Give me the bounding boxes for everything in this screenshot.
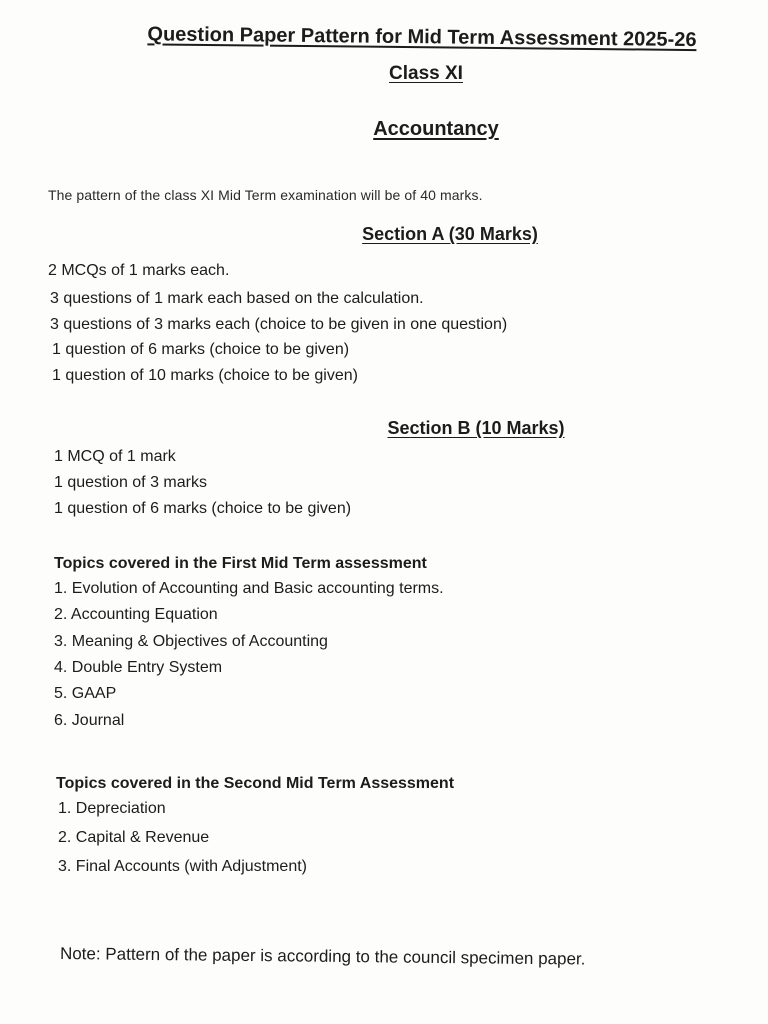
second-mid-term-topic: 3. Final Accounts (with Adjustment) <box>58 858 307 875</box>
first-mid-term-topic: 4. Double Entry System <box>54 659 223 676</box>
second-mid-term-heading: Topics covered in the Second Mid Term Assessment <box>56 775 455 792</box>
intro-text: The pattern of the class XI Mid Term examination will be of 40 marks. <box>48 187 483 203</box>
section-b-item: 1 question of 3 marks <box>54 474 207 491</box>
first-mid-term-topic: 2. Accounting Equation <box>54 606 218 623</box>
first-mid-term-topic: 6. Journal <box>54 712 125 729</box>
subject-heading: Accountancy <box>373 118 499 140</box>
section-a-item: 1 question of 10 marks (choice to be given) <box>52 367 358 384</box>
section-b-heading: Section B (10 Marks) <box>387 418 565 438</box>
second-mid-term-topic: 2. Capital & Revenue <box>58 829 210 846</box>
section-a-item: 2 MCQs of 1 marks each. <box>48 262 230 279</box>
section-a-item: 3 questions of 1 mark each based on the calculation. <box>50 290 424 307</box>
section-b-item: 1 question of 6 marks (choice to be given) <box>54 500 352 517</box>
first-mid-term-topic: 3. Meaning & Objectives of Accounting <box>54 633 328 650</box>
second-mid-term-topic: 1. Depreciation <box>58 800 166 817</box>
page-title: Question Paper Pattern for Mid Term Assessment 2025-26 <box>147 23 697 52</box>
note-text: Note: Pattern of the paper is according to the council specimen paper. <box>59 944 586 969</box>
section-a-heading: Section A (30 Marks) <box>362 224 538 244</box>
section-b-item: 1 MCQ of 1 mark <box>54 448 176 465</box>
section-a-item: 3 questions of 3 marks each (choice to be given in one question) <box>50 316 508 333</box>
first-mid-term-heading: Topics covered in the First Mid Term assessment <box>54 555 427 572</box>
section-a-item: 1 question of 6 marks (choice to be given) <box>52 341 350 358</box>
first-mid-term-topic: 5. GAAP <box>54 685 117 702</box>
first-mid-term-topic: 1. Evolution of Accounting and Basic accounting terms. <box>54 580 444 597</box>
class-label: Class XI <box>389 63 463 84</box>
